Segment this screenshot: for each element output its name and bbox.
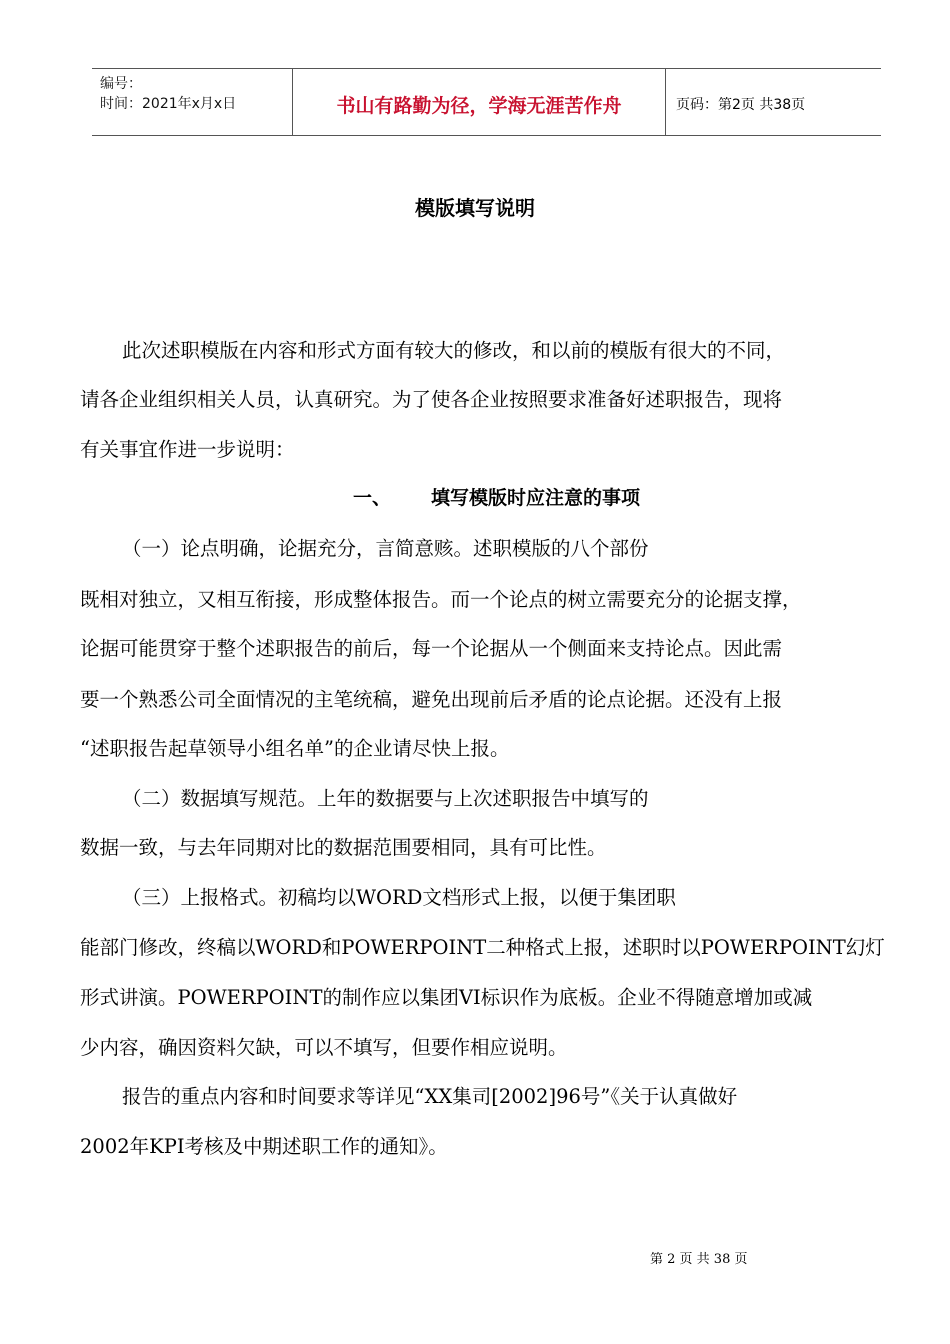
header-meta-cell bbox=[92, 69, 293, 135]
paragraph-line: （二）数据填写规范。上年的数据要与上次述职报告中填写的 bbox=[122, 787, 649, 810]
page-footer: 第 2 页 共 38 页 bbox=[650, 1252, 748, 1267]
paragraph-line: 此次述职模版在内容和形式方面有较大的修改，和以前的模版有很大的不同， bbox=[122, 339, 786, 362]
page-header bbox=[92, 68, 881, 136]
paragraph-line: 既相对独立，又相互衔接，形成整体报告。而一个论点的树立需要充分的论据支撑， bbox=[80, 588, 802, 611]
paragraph-line: 数据一致，与去年同期对比的数据范围要相同，具有可比性。 bbox=[80, 836, 607, 859]
document-time-label: 时间：2021年x月x日 bbox=[100, 96, 237, 112]
document-number-label: 编号： bbox=[100, 76, 142, 92]
section-number: 一、 bbox=[353, 487, 392, 509]
paragraph-line: 报告的重点内容和时间要求等详见“XX集司[2002]96号”《关于认真做好 bbox=[122, 1085, 738, 1108]
header-slogan: 书山有路勤为径，学海无涯苦作舟 bbox=[336, 95, 622, 117]
paragraph-line: 请各企业组织相关人员，认真研究。为了使各企业按照要求准备好述职报告，现将 bbox=[80, 388, 783, 411]
paragraph-line: （三）上报格式。初稿均以WORD文档形式上报，以便于集团职 bbox=[122, 886, 676, 909]
document-title: 模版填写说明 bbox=[415, 196, 535, 220]
paragraph-line: “述职报告起草领导小组名单”的企业请尽快上报。 bbox=[80, 737, 510, 760]
paragraph-line: 2002年KPI考核及中期述职工作的通知》。 bbox=[80, 1135, 448, 1158]
paragraph-line: （一）论点明确，论据充分，言简意赅。述职模版的八个部份 bbox=[122, 537, 649, 560]
paragraph-line: 论据可能贯穿于整个述职报告的前后，每一个论据从一个侧面来支持论点。因此需 bbox=[80, 637, 783, 660]
header-page-cell bbox=[666, 69, 881, 135]
paragraph-line: 要一个熟悉公司全面情况的主笔统稿，避免出现前后矛盾的论点论据。还没有上报 bbox=[80, 688, 783, 711]
paragraph-line: 形式讲演。POWERPOINT的制作应以集团VI标识作为底板。企业不得随意增加或减 bbox=[80, 986, 813, 1009]
section-heading-text: 填写模版时应注意的事项 bbox=[431, 487, 641, 509]
section-heading bbox=[353, 483, 640, 510]
header-page-info: 页码：第2页 共38页 bbox=[676, 97, 806, 113]
header-slogan-cell bbox=[293, 69, 666, 135]
paragraph-line: 少内容，确因资料欠缺，可以不填写，但要作相应说明。 bbox=[80, 1036, 568, 1059]
paragraph-line: 能部门修改，终稿以WORD和POWERPOINT二种格式上报，述职时以POWERPOINT幻灯 bbox=[80, 936, 885, 959]
paragraph-line: 有关事宜作进一步说明： bbox=[80, 438, 295, 461]
